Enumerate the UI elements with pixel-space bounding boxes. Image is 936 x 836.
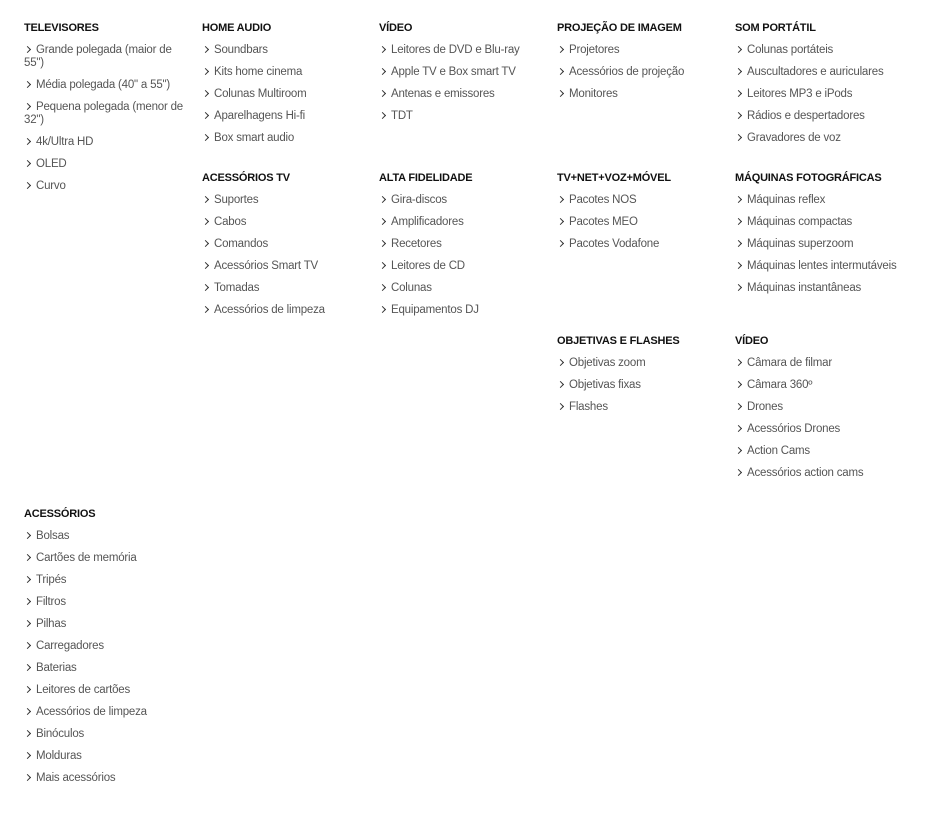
menu-link-label: Flashes xyxy=(569,401,608,413)
menu-link[interactable] xyxy=(735,467,900,480)
group-list xyxy=(735,44,910,145)
menu-link-label: Câmara de filmar xyxy=(747,357,832,369)
menu-link[interactable] xyxy=(557,357,722,370)
menu-link-label: Pacotes Vodafone xyxy=(569,238,660,250)
group-list xyxy=(735,357,900,480)
menu-link-label: Colunas portáteis xyxy=(747,44,834,56)
menu-link[interactable] xyxy=(379,238,544,251)
menu-link[interactable] xyxy=(202,216,367,229)
menu-link-label: 4k/Ultra HD xyxy=(36,136,94,148)
chevron-right-icon xyxy=(379,90,386,97)
group-list xyxy=(202,194,367,317)
menu-link[interactable] xyxy=(202,260,367,273)
chevron-right-icon xyxy=(557,403,564,410)
menu-link[interactable] xyxy=(24,662,189,675)
chevron-right-icon xyxy=(24,686,31,693)
menu-link-label: Box smart audio xyxy=(214,132,295,144)
menu-link[interactable] xyxy=(24,136,186,149)
chevron-right-icon xyxy=(24,664,31,671)
menu-link[interactable] xyxy=(202,194,367,207)
chevron-right-icon xyxy=(202,284,209,291)
menu-link-label: Tomadas xyxy=(214,282,260,294)
menu-link[interactable] xyxy=(24,596,189,609)
menu-link-label: Aparelhagens Hi-fi xyxy=(214,110,306,122)
menu-link-label: Cartões de memória xyxy=(36,552,137,564)
chevron-right-icon xyxy=(735,112,742,119)
chevron-right-icon xyxy=(379,262,386,269)
menu-link-label: Soundbars xyxy=(214,44,268,56)
menu-link[interactable] xyxy=(735,44,910,57)
chevron-right-icon xyxy=(24,532,31,539)
menu-group-maquinas-fotograficas xyxy=(735,172,900,304)
menu-link-label: Colunas Multiroom xyxy=(214,88,307,100)
menu-link-label: Molduras xyxy=(36,750,82,762)
chevron-right-icon xyxy=(202,46,209,53)
menu-link[interactable] xyxy=(735,260,900,273)
menu-group-tv-net-voz-movel xyxy=(557,172,722,260)
chevron-right-icon xyxy=(557,196,564,203)
menu-link-label: Gira-discos xyxy=(391,194,447,206)
chevron-right-icon xyxy=(24,81,31,88)
menu-link[interactable] xyxy=(557,238,722,251)
group-title[interactable]: VÍDEO xyxy=(379,22,413,34)
menu-link-label: Comandos xyxy=(214,238,269,250)
chevron-right-icon xyxy=(557,90,564,97)
menu-link[interactable] xyxy=(24,101,186,127)
menu-link[interactable] xyxy=(202,238,367,251)
chevron-right-icon xyxy=(735,262,742,269)
menu-link[interactable] xyxy=(202,132,367,145)
chevron-right-icon xyxy=(379,306,386,313)
menu-group-video-camaras xyxy=(735,335,900,489)
group-list xyxy=(202,44,367,145)
chevron-right-icon xyxy=(24,103,31,110)
menu-link[interactable] xyxy=(202,282,367,295)
menu-link[interactable] xyxy=(202,304,367,317)
menu-link[interactable] xyxy=(735,194,900,207)
chevron-right-icon xyxy=(557,381,564,388)
chevron-right-icon xyxy=(202,262,209,269)
chevron-right-icon xyxy=(557,359,564,366)
menu-link-label: Máquinas superzoom xyxy=(747,238,854,250)
chevron-right-icon xyxy=(379,112,386,119)
chevron-right-icon xyxy=(735,469,742,476)
menu-link[interactable] xyxy=(24,640,189,653)
menu-link[interactable] xyxy=(24,79,186,92)
chevron-right-icon xyxy=(202,134,209,141)
menu-link-label: Baterias xyxy=(36,662,77,674)
menu-group-projecao-de-imagem xyxy=(557,22,722,110)
menu-link[interactable] xyxy=(24,750,189,763)
group-title[interactable]: ACESSÓRIOS TV xyxy=(202,172,290,184)
menu-link[interactable] xyxy=(379,44,549,57)
menu-link-label: Pacotes NOS xyxy=(569,194,637,206)
menu-link[interactable] xyxy=(735,216,900,229)
menu-link-label: Máquinas lentes intermutáveis xyxy=(747,260,897,272)
menu-link-label: Pacotes MEO xyxy=(569,216,638,228)
menu-link-label: Apple TV e Box smart TV xyxy=(391,66,516,78)
menu-group-televisores xyxy=(24,22,186,202)
chevron-right-icon xyxy=(557,218,564,225)
chevron-right-icon xyxy=(202,240,209,247)
menu-link-label: Pilhas xyxy=(36,618,67,630)
chevron-right-icon xyxy=(202,90,209,97)
chevron-right-icon xyxy=(557,240,564,247)
menu-link-label: Leitores de CD xyxy=(391,260,465,272)
menu-link-label: Amplificadores xyxy=(391,216,464,228)
menu-link[interactable] xyxy=(24,530,189,543)
group-title[interactable]: TV+NET+VOZ+MÓVEL xyxy=(557,172,671,184)
menu-link[interactable] xyxy=(379,260,544,273)
chevron-right-icon xyxy=(24,730,31,737)
chevron-right-icon xyxy=(735,381,742,388)
menu-link-label: Monitores xyxy=(569,88,618,100)
menu-link[interactable] xyxy=(735,238,900,251)
chevron-right-icon xyxy=(735,240,742,247)
menu-link-label: Máquinas reflex xyxy=(747,194,826,206)
menu-link[interactable] xyxy=(24,552,189,565)
chevron-right-icon xyxy=(24,160,31,167)
chevron-right-icon xyxy=(379,46,386,53)
menu-link-label: OLED xyxy=(36,158,67,170)
group-title[interactable]: PROJEÇÃO DE IMAGEM xyxy=(557,22,682,34)
chevron-right-icon xyxy=(735,90,742,97)
menu-link-label: Antenas e emissores xyxy=(391,88,495,100)
menu-link-label: Acessórios de limpeza xyxy=(36,706,147,718)
menu-link[interactable] xyxy=(735,88,910,101)
menu-link[interactable] xyxy=(557,401,722,414)
menu-link-label: Gravadores de voz xyxy=(747,132,841,144)
menu-link[interactable] xyxy=(735,445,900,458)
chevron-right-icon xyxy=(24,138,31,145)
group-title[interactable]: VÍDEO xyxy=(735,335,769,347)
menu-link[interactable] xyxy=(202,110,367,123)
group-list xyxy=(557,44,722,101)
menu-link[interactable] xyxy=(24,44,186,70)
menu-link-label: Kits home cinema xyxy=(214,66,303,78)
group-title[interactable]: ALTA FIDELIDADE xyxy=(379,172,473,184)
menu-link-label: Acessórios Drones xyxy=(747,423,841,435)
menu-link-label: Filtros xyxy=(36,596,66,608)
menu-link[interactable] xyxy=(24,574,189,587)
chevron-right-icon xyxy=(202,218,209,225)
menu-link[interactable] xyxy=(24,618,189,631)
chevron-right-icon xyxy=(24,554,31,561)
chevron-right-icon xyxy=(24,598,31,605)
group-title[interactable]: OBJETIVAS E FLASHES xyxy=(557,335,680,347)
chevron-right-icon xyxy=(202,196,209,203)
menu-link-label: Objetivas zoom xyxy=(569,357,646,369)
chevron-right-icon xyxy=(735,359,742,366)
chevron-right-icon xyxy=(735,134,742,141)
menu-link-label: Grande polegada (maior de 55") xyxy=(24,44,172,69)
menu-link-label: Equipamentos DJ xyxy=(391,304,479,316)
menu-link[interactable] xyxy=(202,44,367,57)
chevron-right-icon xyxy=(379,218,386,225)
menu-link-label: Colunas xyxy=(391,282,432,294)
menu-link-label: Cabos xyxy=(214,216,247,228)
menu-link-label: Acessórios de projeção xyxy=(569,66,685,78)
menu-link-label: Média polegada (40" a 55") xyxy=(36,79,171,91)
menu-link-label: Máquinas instantâneas xyxy=(747,282,862,294)
group-list xyxy=(24,530,189,785)
menu-link[interactable] xyxy=(557,44,722,57)
menu-link[interactable] xyxy=(557,379,722,392)
chevron-right-icon xyxy=(202,306,209,313)
menu-link-label: Rádios e despertadores xyxy=(747,110,865,122)
menu-link-label: Recetores xyxy=(391,238,442,250)
menu-link-label: Objetivas fixas xyxy=(569,379,641,391)
chevron-right-icon xyxy=(24,576,31,583)
menu-link-label: Mais acessórios xyxy=(36,772,116,784)
group-title[interactable]: SOM PORTÁTIL xyxy=(735,22,816,34)
group-list xyxy=(379,44,549,123)
menu-group-som-portatil xyxy=(735,22,910,154)
menu-link-label: Action Cams xyxy=(747,445,810,457)
menu-link-label: Pequena polegada (menor de 32") xyxy=(24,101,183,126)
group-list xyxy=(735,194,900,295)
chevron-right-icon xyxy=(379,68,386,75)
menu-link[interactable] xyxy=(379,66,549,79)
menu-link-label: Projetores xyxy=(569,44,620,56)
menu-link[interactable] xyxy=(379,282,544,295)
chevron-right-icon xyxy=(24,182,31,189)
menu-link-label: Máquinas compactas xyxy=(747,216,853,228)
menu-group-video xyxy=(379,22,549,132)
chevron-right-icon xyxy=(24,620,31,627)
chevron-right-icon xyxy=(24,774,31,781)
group-title[interactable]: MÁQUINAS FOTOGRÁFICAS xyxy=(735,172,882,184)
chevron-right-icon xyxy=(24,752,31,759)
menu-link[interactable] xyxy=(24,728,189,741)
chevron-right-icon xyxy=(557,46,564,53)
menu-link[interactable] xyxy=(379,304,544,317)
chevron-right-icon xyxy=(735,196,742,203)
menu-link[interactable] xyxy=(202,66,367,79)
menu-link-label: Acessórios action cams xyxy=(747,467,864,479)
menu-link[interactable] xyxy=(735,132,910,145)
menu-link-label: Acessórios de limpeza xyxy=(214,304,325,316)
menu-link-label: Leitores de DVD e Blu-ray xyxy=(391,44,520,56)
menu-link[interactable] xyxy=(557,88,722,101)
menu-link-label: Curvo xyxy=(36,180,66,192)
menu-link[interactable] xyxy=(24,180,186,193)
chevron-right-icon xyxy=(735,68,742,75)
chevron-right-icon xyxy=(379,284,386,291)
menu-link-label: Carregadores xyxy=(36,640,104,652)
menu-link[interactable] xyxy=(735,401,900,414)
menu-link-label: Tripés xyxy=(36,574,67,586)
chevron-right-icon xyxy=(735,425,742,432)
menu-link-label: Drones xyxy=(747,401,783,413)
menu-link-label: Leitores de cartões xyxy=(36,684,131,696)
chevron-right-icon xyxy=(735,46,742,53)
group-title[interactable]: TELEVISORES xyxy=(24,22,99,34)
chevron-right-icon xyxy=(735,447,742,454)
group-list xyxy=(24,44,186,193)
menu-link-label: Bolsas xyxy=(36,530,70,542)
menu-group-objetivas-e-flashes xyxy=(557,335,722,423)
menu-link-label: Auscultadores e auriculares xyxy=(747,66,884,78)
chevron-right-icon xyxy=(24,46,31,53)
menu-link-label: TDT xyxy=(391,110,413,122)
menu-link[interactable] xyxy=(379,216,544,229)
menu-link[interactable] xyxy=(379,88,549,101)
chevron-right-icon xyxy=(24,708,31,715)
chevron-right-icon xyxy=(24,642,31,649)
menu-link[interactable] xyxy=(735,423,900,436)
menu-link-label: Acessórios Smart TV xyxy=(214,260,318,272)
menu-link-label: Binóculos xyxy=(36,728,85,740)
group-list xyxy=(557,194,722,251)
menu-link[interactable] xyxy=(557,66,722,79)
menu-link[interactable] xyxy=(735,282,900,295)
menu-link-label: Suportes xyxy=(214,194,259,206)
group-title[interactable]: HOME AUDIO xyxy=(202,22,272,34)
menu-group-alta-fidelidade xyxy=(379,172,544,326)
menu-link[interactable] xyxy=(24,158,186,171)
chevron-right-icon xyxy=(202,112,209,119)
chevron-right-icon xyxy=(379,196,386,203)
chevron-right-icon xyxy=(735,284,742,291)
menu-link[interactable] xyxy=(202,88,367,101)
chevron-right-icon xyxy=(557,68,564,75)
menu-link[interactable] xyxy=(735,66,910,79)
menu-link[interactable] xyxy=(735,357,900,370)
menu-link[interactable] xyxy=(735,379,900,392)
group-list xyxy=(557,357,722,414)
chevron-right-icon xyxy=(735,218,742,225)
chevron-right-icon xyxy=(379,240,386,247)
menu-group-acessorios xyxy=(24,508,189,794)
chevron-right-icon xyxy=(735,403,742,410)
menu-link[interactable] xyxy=(379,110,549,123)
group-title[interactable]: ACESSÓRIOS xyxy=(24,508,96,520)
menu-link[interactable] xyxy=(557,216,722,229)
menu-link-label: Leitores MP3 e iPods xyxy=(747,88,853,100)
menu-link-label: Câmara 360º xyxy=(747,379,813,391)
menu-link[interactable] xyxy=(24,772,189,785)
chevron-right-icon xyxy=(202,68,209,75)
menu-group-acessorios-tv xyxy=(202,172,367,326)
menu-link[interactable] xyxy=(379,194,544,207)
menu-link[interactable] xyxy=(24,706,189,719)
menu-group-home-audio xyxy=(202,22,367,154)
menu-link[interactable] xyxy=(735,110,910,123)
menu-link[interactable] xyxy=(557,194,722,207)
menu-link[interactable] xyxy=(24,684,189,697)
group-list xyxy=(379,194,544,317)
